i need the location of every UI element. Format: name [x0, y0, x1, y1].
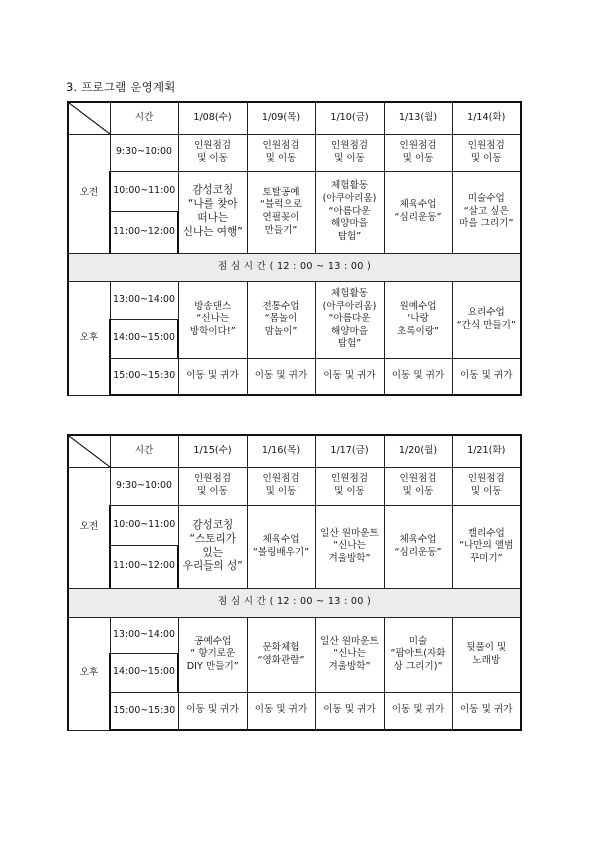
activity-cell: 체육수업 “볼링배우기” — [247, 505, 315, 588]
activity-cell: 문화체험 “영화관람” — [247, 617, 315, 692]
time-slot: 15:00~15:30 — [110, 692, 178, 730]
activity-cell: 요리수업 “간식 만들기” — [452, 281, 521, 358]
lunch-row — [68, 253, 521, 281]
activity-cell: 인원점검 및 이동 — [247, 467, 315, 505]
activity-cell: 전통수업 “몸놀이 맘놀이” — [247, 281, 315, 358]
return-row — [68, 358, 521, 395]
corner-diagonal-cell — [68, 102, 110, 134]
activity-cell: 인원점검 및 이동 — [178, 134, 247, 171]
activity-cell: 인원점검 및 이동 — [452, 467, 521, 505]
date-header: 1/16(목) — [247, 435, 315, 467]
time-header: 시간 — [110, 102, 178, 134]
afternoon-row — [68, 281, 521, 319]
schedule-table-week1 — [67, 101, 522, 396]
activity-cell: 체육수업 “심리운동” — [384, 505, 452, 588]
lunch-banner: 점 심 시 간 ( 12 : 00 ~ 13 : 00 ) — [68, 253, 521, 281]
schedule-table-week2 — [67, 434, 522, 731]
activity-cell: 인원점검 및 이동 — [247, 134, 315, 171]
activity-cell: 인원점검 및 이동 — [315, 134, 384, 171]
time-slot: 10:00~11:00 — [110, 171, 178, 211]
activity-cell: 이동 및 귀가 — [384, 692, 452, 730]
section-title: 3. 프로그램 운영계획 — [66, 80, 176, 94]
activity-cell: 일산 원마운트 “신나는 겨울방학” — [315, 505, 384, 588]
activity-cell: 이동 및 귀가 — [247, 358, 315, 395]
date-header: 1/17(금) — [315, 435, 384, 467]
checkin-row — [68, 467, 521, 505]
date-header: 1/10(금) — [315, 102, 384, 134]
activity-cell: 인원점검 및 이동 — [315, 467, 384, 505]
time-slot: 9:30~10:00 — [110, 467, 178, 505]
morning-row — [68, 171, 521, 211]
activity-cell: 공예수업 “ 향기로운 DIY 만들기” — [178, 617, 247, 692]
activity-cell: 체험활동 (아쿠아리움) “아름다운 해양마을 탐험” — [315, 281, 384, 358]
activity-cell: 방송댄스 “신나는 방학이다!” — [178, 281, 247, 358]
time-slot: 10:00~11:00 — [110, 505, 178, 545]
time-slot: 15:00~15:30 — [110, 358, 178, 395]
time-header: 시간 — [110, 435, 178, 467]
activity-cell: 인원점검 및 이동 — [452, 134, 521, 171]
activity-cell: 이동 및 귀가 — [384, 358, 452, 395]
pm-label: 오후 — [68, 617, 110, 730]
lunch-row — [68, 588, 521, 617]
activity-cell: 이동 및 귀가 — [178, 692, 247, 730]
date-header: 1/13(월) — [384, 102, 452, 134]
time-slot: 9:30~10:00 — [110, 134, 178, 171]
date-header: 1/09(목) — [247, 102, 315, 134]
morning-row — [68, 505, 521, 545]
activity-cell: 캘리수업 “나만의 앨범 꾸미기” — [452, 505, 521, 588]
activity-cell: 일산 원마운트 “신나는 겨울방학” — [315, 617, 384, 692]
activity-cell: 이동 및 귀가 — [247, 692, 315, 730]
pm-label: 오후 — [68, 281, 110, 395]
activity-cell: 미술 “팝아트(자화 상 그리기)” — [384, 617, 452, 692]
time-slot: 11:00~12:00 — [110, 545, 178, 588]
activity-cell: 원예수업 ‘나랑 초록이랑” — [384, 281, 452, 358]
time-slot: 13:00~14:00 — [110, 617, 178, 653]
date-header: 1/15(수) — [178, 435, 247, 467]
activity-cell: 미술수업 “살고 싶은 마을 그리기” — [452, 171, 521, 253]
time-slot: 14:00~15:00 — [110, 319, 178, 358]
header-row — [68, 102, 521, 134]
time-slot: 13:00~14:00 — [110, 281, 178, 319]
am-label: 오전 — [68, 467, 110, 588]
activity-cell: 감성코칭 “나를 찾아 떠나는 신나는 여행” — [178, 171, 247, 253]
header-row — [68, 435, 521, 467]
time-slot: 11:00~12:00 — [110, 211, 178, 253]
activity-cell: 토탈공예 “블럭으로 연필꽂이 만들기” — [247, 171, 315, 253]
return-row — [68, 692, 521, 730]
activity-cell: 이동 및 귀가 — [178, 358, 247, 395]
activity-cell: 감성코칭 “스토리가 있는 우리들의 성” — [178, 505, 247, 588]
activity-cell: 이동 및 귀가 — [452, 692, 521, 730]
date-header: 1/20(월) — [384, 435, 452, 467]
date-header: 1/21(화) — [452, 435, 521, 467]
corner-diagonal-cell — [68, 435, 110, 467]
activity-cell: 이동 및 귀가 — [315, 692, 384, 730]
activity-cell: 인원점검 및 이동 — [384, 467, 452, 505]
activity-cell: 뒷풀이 및 노래방 — [452, 617, 521, 692]
activity-cell: 인원점검 및 이동 — [178, 467, 247, 505]
am-label: 오전 — [68, 134, 110, 253]
date-header: 1/08(수) — [178, 102, 247, 134]
time-slot: 14:00~15:00 — [110, 653, 178, 692]
activity-cell: 인원점검 및 이동 — [384, 134, 452, 171]
date-header: 1/14(화) — [452, 102, 521, 134]
activity-cell: 체육수업 “심리운동” — [384, 171, 452, 253]
afternoon-row — [68, 617, 521, 653]
activity-cell: 이동 및 귀가 — [452, 358, 521, 395]
activity-cell: 이동 및 귀가 — [315, 358, 384, 395]
lunch-banner: 점 심 시 간 ( 12 : 00 ~ 13 : 00 ) — [68, 588, 521, 617]
checkin-row — [68, 134, 521, 171]
activity-cell: 체험활동 (아쿠아리움) “아름다운 해양마을 탐험” — [315, 171, 384, 253]
